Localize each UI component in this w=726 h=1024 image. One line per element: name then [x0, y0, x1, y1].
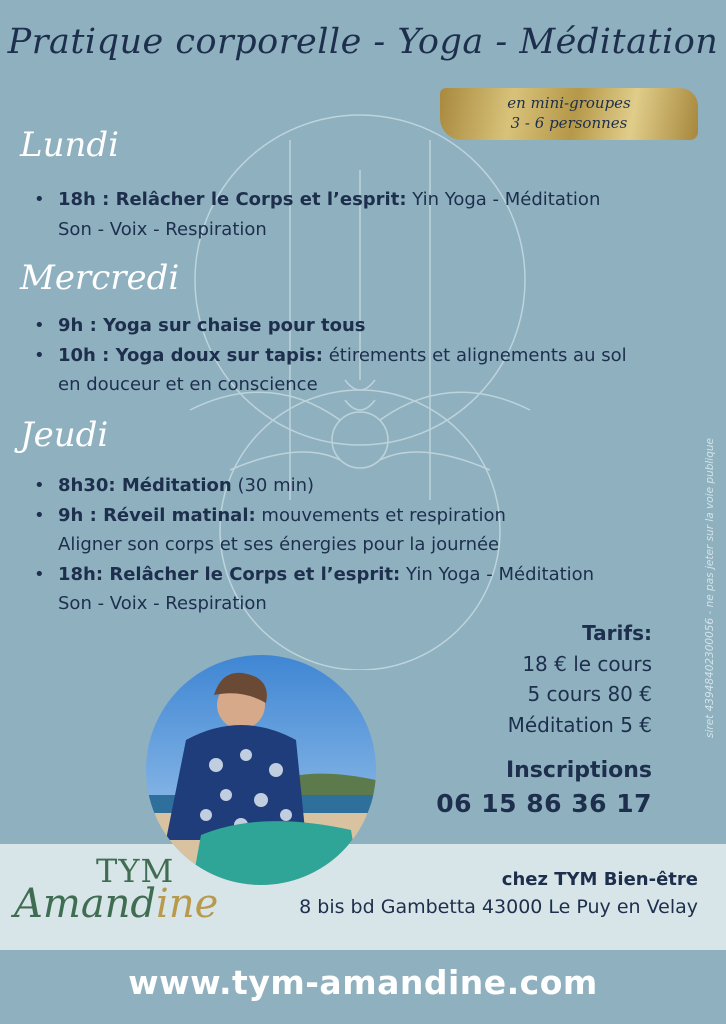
- bullet-dot: •: [34, 344, 45, 366]
- badge-line-1: en mini-groupes: [507, 94, 631, 112]
- logo-amandine-b: ine: [156, 881, 219, 927]
- schedule-item: [34, 560, 594, 590]
- logo-tym: TYM: [96, 852, 175, 890]
- schedule-item-text: Yin Yoga - Méditation: [406, 189, 601, 210]
- page-title: Pratique corporelle - Yoga - Méditation: [7, 22, 719, 62]
- schedule-item-continuation: Son - Voix - Respiration: [58, 593, 267, 614]
- day-heading-mercredi: Mercredi: [20, 258, 180, 298]
- bullet-dot: •: [34, 475, 45, 496]
- schedule-item: [34, 185, 600, 215]
- schedule-item-title: 18h : Relâcher le Corps et l’esprit:: [58, 189, 407, 210]
- schedule-item-text: mouvements et respiration: [255, 504, 506, 526]
- schedule-item-title: 9h : Réveil matinal:: [58, 504, 256, 526]
- bullet-dot: •: [34, 315, 45, 336]
- schedule-item-title: 18h: Relâcher le Corps et l’esprit:: [58, 563, 401, 585]
- price-line: 5 cours 80 €: [527, 682, 652, 706]
- schedule-item: [34, 471, 594, 501]
- price-line: 18 € le cours: [522, 651, 652, 676]
- portrait-photo: [146, 655, 376, 885]
- schedule-item-title: 9h : Yoga sur chaise pour tous: [58, 315, 366, 336]
- badge-line-2: 3 - 6 personnes: [510, 114, 628, 132]
- schedule-item-text: (30 min): [231, 475, 315, 496]
- day-heading-jeudi: Jeudi: [20, 415, 109, 455]
- logo-amandine-a: Amand: [14, 881, 157, 927]
- pricing-label: Tarifs:: [582, 621, 652, 645]
- schedule-item: [34, 501, 594, 531]
- venue-address: 8 bis bd Gambetta 43000 Le Puy en Velay: [299, 896, 698, 918]
- group-size-badge: [440, 88, 698, 140]
- pricing-block: [508, 618, 652, 740]
- schedule-item-text: Yin Yoga - Méditation: [400, 563, 595, 585]
- phone-number[interactable]: 06 15 86 36 17: [436, 789, 652, 818]
- registration-label: Inscriptions: [505, 758, 652, 783]
- schedule-item-continuation: en douceur et en conscience: [58, 374, 318, 395]
- schedule-list-mercredi: [34, 311, 627, 400]
- schedule-item-title: 10h : Yoga doux sur tapis:: [58, 344, 323, 366]
- schedule-item: [34, 341, 627, 371]
- venue-name: chez TYM Bien-être: [501, 869, 698, 890]
- logo-amandine: [14, 881, 218, 927]
- schedule-item: [34, 311, 627, 341]
- bullet-dot: •: [34, 504, 45, 526]
- website-link[interactable]: www.tym-amandine.com: [128, 963, 598, 1002]
- schedule-item-title: 8h30: Méditation: [58, 475, 232, 496]
- legal-note: siret 43948402300056 - ne pas jeter sur la voie publique: [704, 438, 716, 738]
- schedule-item-continuation: Son - Voix - Respiration: [58, 218, 267, 240]
- bullet-dot: •: [34, 563, 45, 585]
- schedule-list-lundi: [34, 185, 600, 244]
- registration-block: [436, 756, 652, 822]
- price-line: Méditation 5 €: [507, 712, 652, 737]
- schedule-list-jeudi: [34, 471, 594, 619]
- schedule-item-text: étirements et alignements au sol: [322, 344, 627, 366]
- bullet-dot: •: [34, 189, 45, 210]
- day-heading-lundi: Lundi: [20, 125, 120, 165]
- schedule-item-continuation: Aligner son corps et ses énergies pour la journée: [58, 534, 500, 555]
